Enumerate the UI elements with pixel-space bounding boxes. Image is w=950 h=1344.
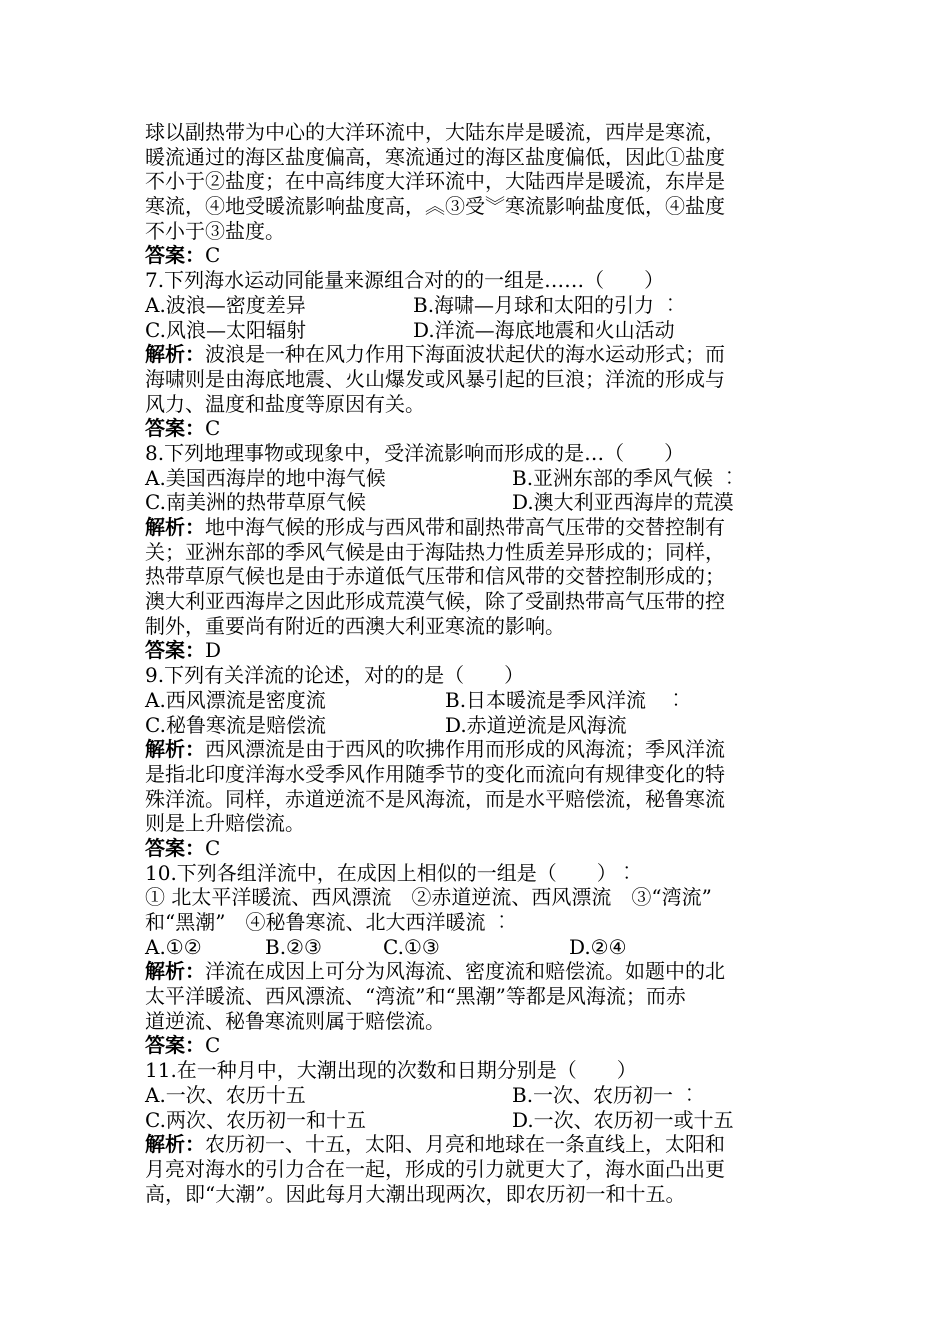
answer-label: 答案： xyxy=(145,1033,205,1058)
analysis-line: 解析：波浪是一种在风力作用下海面波状起伏的海水运动形式；而 xyxy=(145,342,725,367)
intro-line-1: 球以副热带为中心的大洋环流中，大陆东岸是暖流，西岸是寒流， xyxy=(145,120,725,144)
option-c: C.秘鲁寒流是赔偿流 xyxy=(145,712,326,737)
question-stem: 7.下列海水运动同能量来源组合对的的一组是……（ ） xyxy=(145,268,665,293)
analysis-label: 解析： xyxy=(145,737,205,762)
answer-value: C xyxy=(205,243,221,268)
option-row xyxy=(145,293,811,318)
answer-line xyxy=(145,638,811,663)
text-line: 制外，重要尚有附近的西澳大利亚寒流的影响。 xyxy=(145,613,565,638)
text-line: 则是上升赔偿流。 xyxy=(145,811,305,836)
answer-value: D xyxy=(205,638,222,663)
option-row xyxy=(145,1108,811,1133)
text-line xyxy=(145,169,811,194)
analysis-label: 解析： xyxy=(145,959,205,984)
option-row xyxy=(145,688,811,713)
option-b: B.日本暖流是季风洋流 ︰ xyxy=(445,687,687,712)
document-page xyxy=(145,120,811,1206)
analysis-line: 解析：洋流在成因上可分为风海流、密度流和赔偿流。如题中的北 xyxy=(145,959,725,984)
item-list-line: ① 北太平洋暖流、西风漂流 ②赤道逆流、西风漂流 ③“湾流” xyxy=(145,885,712,910)
text-line: 高，即“大潮”。因此每月大潮出现两次，即农历初一和十五。 xyxy=(145,1181,686,1206)
option-d: D.②④ xyxy=(569,934,627,959)
text-line xyxy=(145,120,811,145)
option-b: B.海啸—月球和太阳的引力 ︰ xyxy=(413,292,681,317)
analysis-label: 解析： xyxy=(145,1132,205,1157)
option-row xyxy=(145,318,811,343)
answer-value: C xyxy=(205,416,221,441)
question-stem: 8.下列地理事物或现象中，受洋流影响而形成的是…（ ） xyxy=(145,440,685,465)
answer-value: C xyxy=(205,1033,221,1058)
intro-line-4: 寒流，④地受暖流影响盐度高，︽③受︾寒流影响盐度低，④盐度 xyxy=(145,194,725,219)
option-b: B.亚洲东部的季风气候 ︰ xyxy=(512,465,740,490)
analysis-label: 解析： xyxy=(145,515,205,539)
option-d: D.澳大利亚西海岸的荒漠 xyxy=(512,490,734,515)
item-list-line: 和“黑潮” ④秘鲁寒流、北大西洋暖流 ︰ xyxy=(145,910,512,934)
text-line: 海啸则是由海底地震、火山爆发或风暴引起的巨浪；洋流的形成与 xyxy=(145,366,725,391)
option-a: A.波浪—密度差异 xyxy=(145,292,306,317)
option-row xyxy=(145,490,811,515)
answer-label: 答案： xyxy=(145,835,205,860)
option-row xyxy=(145,935,811,960)
text-line: 太平洋暖流、西风漂流、“湾流”和“黑潮”等都是风海流；而赤 xyxy=(145,984,686,1009)
option-a: A.美国西海岸的地中海气候 xyxy=(145,465,386,490)
intro-line-5: 不小于③盐度。 xyxy=(145,218,285,243)
option-row xyxy=(145,713,811,738)
option-a: A.①② xyxy=(145,934,202,959)
answer-line xyxy=(145,416,811,441)
answer-line xyxy=(145,836,811,861)
option-b: B.一次、农历初一 ︰ xyxy=(512,1082,700,1107)
text-line: 关；亚洲东部的季风气候是由于海陆热力性质差异形成的；同样， xyxy=(145,539,725,564)
option-d: D.洋流—海底地震和火山活动 xyxy=(413,317,675,342)
text-line xyxy=(145,219,811,244)
analysis-line: 解析：西风漂流是由于西风的吹拂作用而形成的风海流；季风洋流 xyxy=(145,737,725,762)
option-b: B.②③ xyxy=(265,934,322,959)
text-line xyxy=(145,194,811,219)
text-line: 是指北印度洋海水受季风作用随季节的变化而流向有规律变化的特 xyxy=(145,761,725,786)
option-c: C.南美洲的热带草原气候 xyxy=(145,490,366,515)
answer-line xyxy=(145,1033,811,1058)
text-line: 热带草原气候也是由于赤道低气压带和信风带的交替控制形成的； xyxy=(145,564,725,589)
option-d: D.一次、农历初一或十五 xyxy=(512,1107,734,1132)
option-c: C.①③ xyxy=(383,934,440,959)
answer-value: C xyxy=(205,835,221,860)
analysis-line: 解析：地中海气候的形成与西风带和副热带高气压带的交替控制有 xyxy=(145,515,725,539)
intro-line-3: 不小于②盐度；在中高纬度大洋环流中，大陆西岸是暖流，东岸是 xyxy=(145,169,725,194)
answer-line xyxy=(145,243,811,268)
answer-label: 答案： xyxy=(145,416,205,441)
text-line: 风力、温度和盐度等原因有关。 xyxy=(145,391,425,416)
analysis-label: 解析： xyxy=(145,342,205,367)
text-line xyxy=(145,145,811,170)
option-d: D.赤道逆流是风海流 xyxy=(445,712,627,737)
question-stem: 11.在一种月中，大潮出现的次数和日期分别是（ ） xyxy=(145,1058,637,1083)
option-row xyxy=(145,1083,811,1108)
question-stem: 9.下列有关洋流的论述，对的的是（ ） xyxy=(145,663,525,688)
intro-line-2: 暖流通过的海区盐度偏高，寒流通过的海区盐度偏低，因此①盐度 xyxy=(145,144,725,169)
text-line: 殊洋流。同样，赤道逆流不是风海流，而是水平赔偿流，秘鲁寒流 xyxy=(145,786,725,811)
answer-label: 答案： xyxy=(145,243,205,268)
analysis-line: 解析：农历初一、十五，太阳、月亮和地球在一条直线上，太阳和 xyxy=(145,1132,725,1157)
option-row xyxy=(145,466,811,491)
question-stem: 10.下列各组洋流中，在成因上相似的一组是（ ）︰ xyxy=(145,860,637,885)
option-c: C.两次、农历初一和十五 xyxy=(145,1107,366,1132)
option-a: A.西风漂流是密度流 xyxy=(145,687,326,712)
text-line: 月亮对海水的引力合在一起，形成的引力就更大了，海水面凸出更 xyxy=(145,1156,725,1181)
text-line: 道逆流、秘鲁寒流则属于赔偿流。 xyxy=(145,1008,445,1033)
option-c: C.风浪—太阳辐射 xyxy=(145,317,306,342)
option-a: A.一次、农历十五 xyxy=(145,1082,306,1107)
text-line: 澳大利亚西海岸之因此形成荒漠气候，除了受副热带高气压带的控 xyxy=(145,589,725,614)
answer-label: 答案： xyxy=(145,638,205,663)
